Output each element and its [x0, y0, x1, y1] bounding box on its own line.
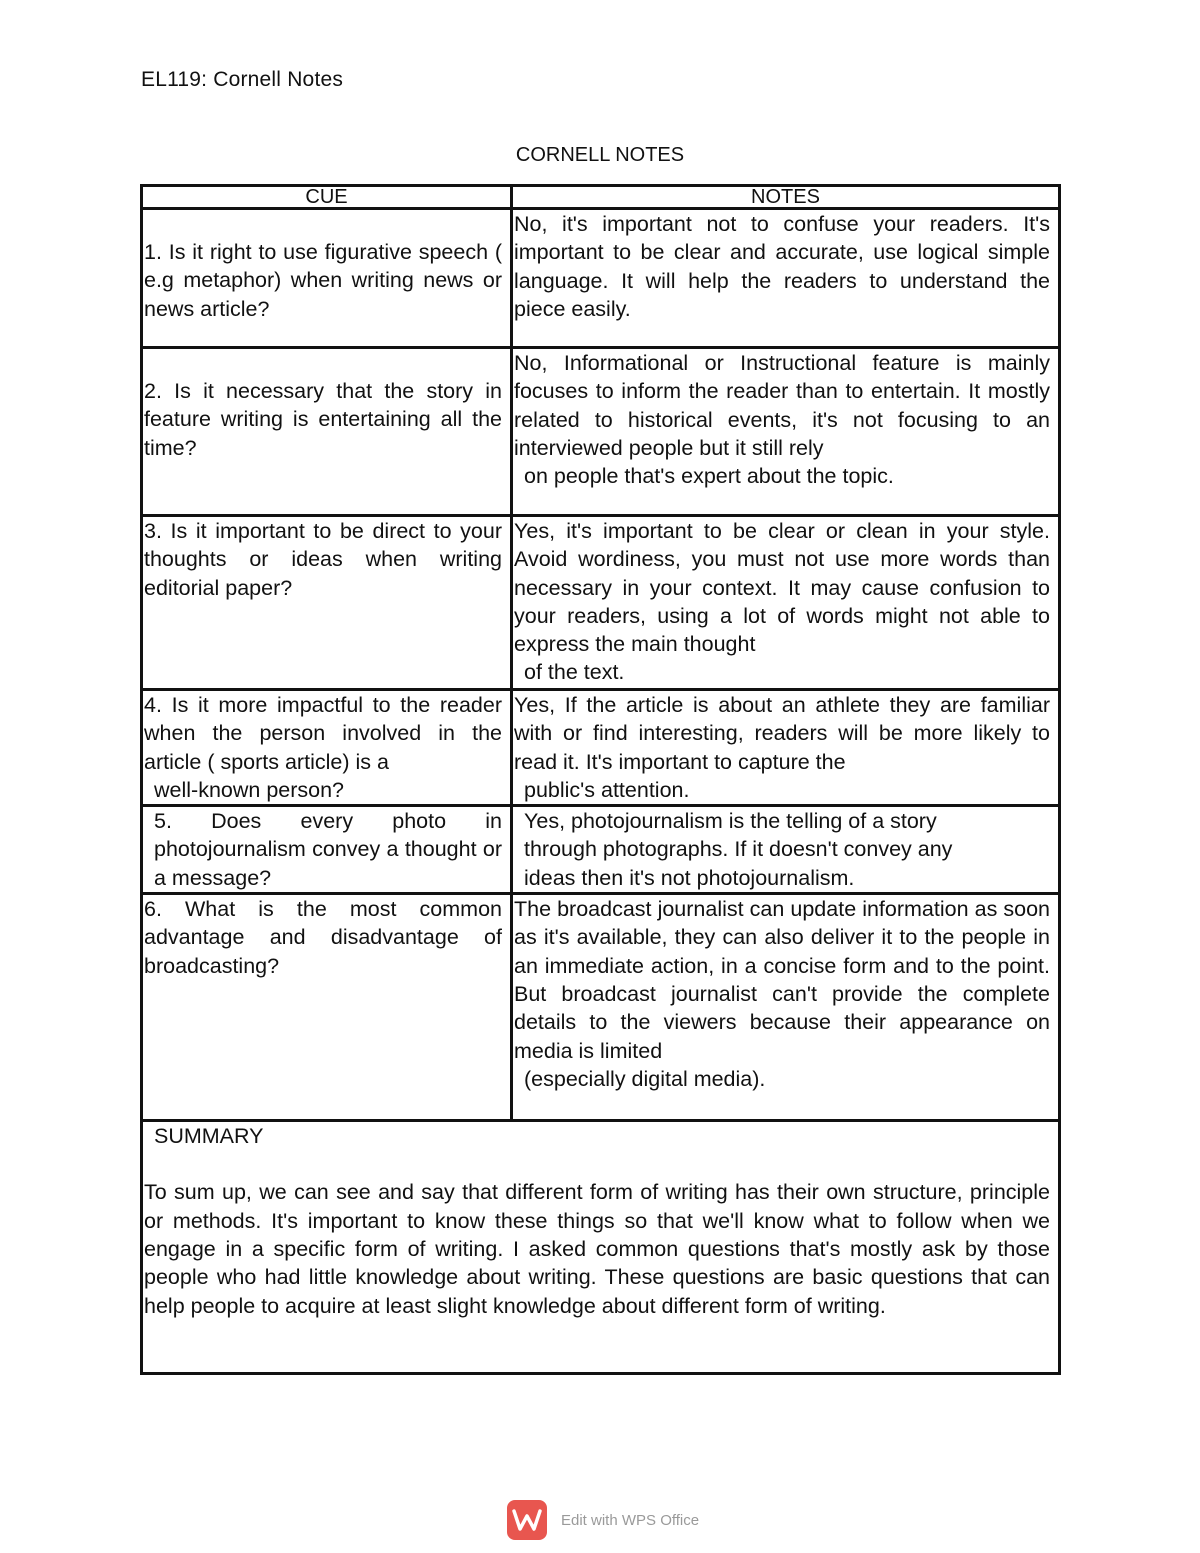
notes-cell: [512, 690, 1060, 806]
summary-row: [142, 1121, 1060, 1374]
notes-cell: [512, 806, 1060, 894]
cue-text: 4. Is it more impactful to the reader when the person involved in the article ( sports article) is a: [144, 693, 502, 774]
cue-text: 2. Is it necessary that the story in feature writing is entertaining all the time?: [144, 379, 502, 460]
notes-text: No, Informational or Instructional feature is mainly focuses to inform the reader than to entertain. It mostly related to historical events, it's not focusing to an interviewed people but it still rely: [514, 351, 1050, 460]
table-row: [142, 348, 1060, 516]
wps-watermark: [507, 1500, 699, 1540]
notes-text: Yes, If the article is about an athlete they are familiar with or find interesting, readers will be more likely to read it. It's important to capture the: [514, 693, 1050, 774]
table-row: [142, 806, 1060, 894]
table-row: [142, 690, 1060, 806]
notes-text: The broadcast journalist can update information as soon as it's available, they can also deliver it to the people in an immediate action, in a concise form and to the point. But broadcast journalist can't provide the complete details to the viewers because their appearance on media is limited: [514, 897, 1050, 1063]
table-header-row: [142, 186, 1060, 209]
document-title: CORNELL NOTES: [515, 144, 685, 166]
summary-cell: [142, 1121, 1060, 1374]
cue-text: 3. Is it important to be direct to your thoughts or ideas when writing editorial paper?: [144, 519, 502, 600]
summary-heading: SUMMARY: [154, 1124, 264, 1149]
cue-continuation: well-known person?: [154, 777, 345, 802]
notes-column-header: NOTES: [512, 186, 1060, 209]
notes-text: Yes, it's important to be clear or clean in your style. Avoid wordiness, you must not use more words than necessary in your context. It may cause confusion to your readers, using a lot of words might not able to express the main thought: [514, 519, 1050, 657]
cue-cell: [142, 806, 512, 894]
table-row: [142, 209, 1060, 348]
cue-cell: [142, 516, 512, 690]
notes-continuation: (especially digital media).: [524, 1066, 766, 1091]
cue-cell: [142, 348, 512, 516]
notes-line: Yes, photojournalism is the telling of a story: [524, 809, 937, 834]
document-header: EL119: Cornell Notes: [141, 68, 344, 91]
notes-cell: [512, 209, 1060, 348]
notes-continuation: of the text.: [524, 660, 625, 685]
table-row: [142, 894, 1060, 1121]
wps-logo-icon: [507, 1500, 547, 1540]
cue-text: 5. Does every photo in photojournalism convey a thought or a message?: [154, 809, 502, 890]
notes-cell: [512, 516, 1060, 690]
notes-line: ideas then it's not photojournalism.: [524, 865, 855, 890]
cue-column-header: CUE: [142, 186, 512, 209]
table-row: [142, 516, 1060, 690]
notes-cell: [512, 894, 1060, 1121]
notes-line: through photographs. If it doesn't convey any: [524, 837, 953, 862]
notes-continuation: on people that's expert about the topic.: [524, 464, 894, 489]
cue-text: 1. Is it right to use figurative speech ( e.g metaphor) when writing news or news article?: [144, 240, 502, 321]
notes-cell: [512, 348, 1060, 516]
cue-cell: [142, 690, 512, 806]
notes-continuation: public's attention.: [524, 777, 690, 802]
notes-text: No, it's important not to confuse your readers. It's important to be clear and accurate, use logical simple language. It will help the readers to understand the piece easily.: [514, 212, 1050, 321]
cue-cell: [142, 894, 512, 1121]
summary-text: To sum up, we can see and say that different form of writing has their own structure, principle or methods. It's important to know these things so that we'll know what to follow when we engage in a specific form of writing. I asked common questions that's mostly ask by those people who had little knowledge about writing. These questions are basic questions that can help people to acquire at least slight knowledge about different form of writing.: [144, 1180, 1050, 1318]
cue-text: 6. What is the most common advantage and disadvantage of broadcasting?: [144, 897, 502, 978]
cue-cell: [142, 209, 512, 348]
watermark-label: Edit with WPS Office: [561, 1511, 700, 1529]
cornell-notes-table: [140, 184, 1061, 1375]
